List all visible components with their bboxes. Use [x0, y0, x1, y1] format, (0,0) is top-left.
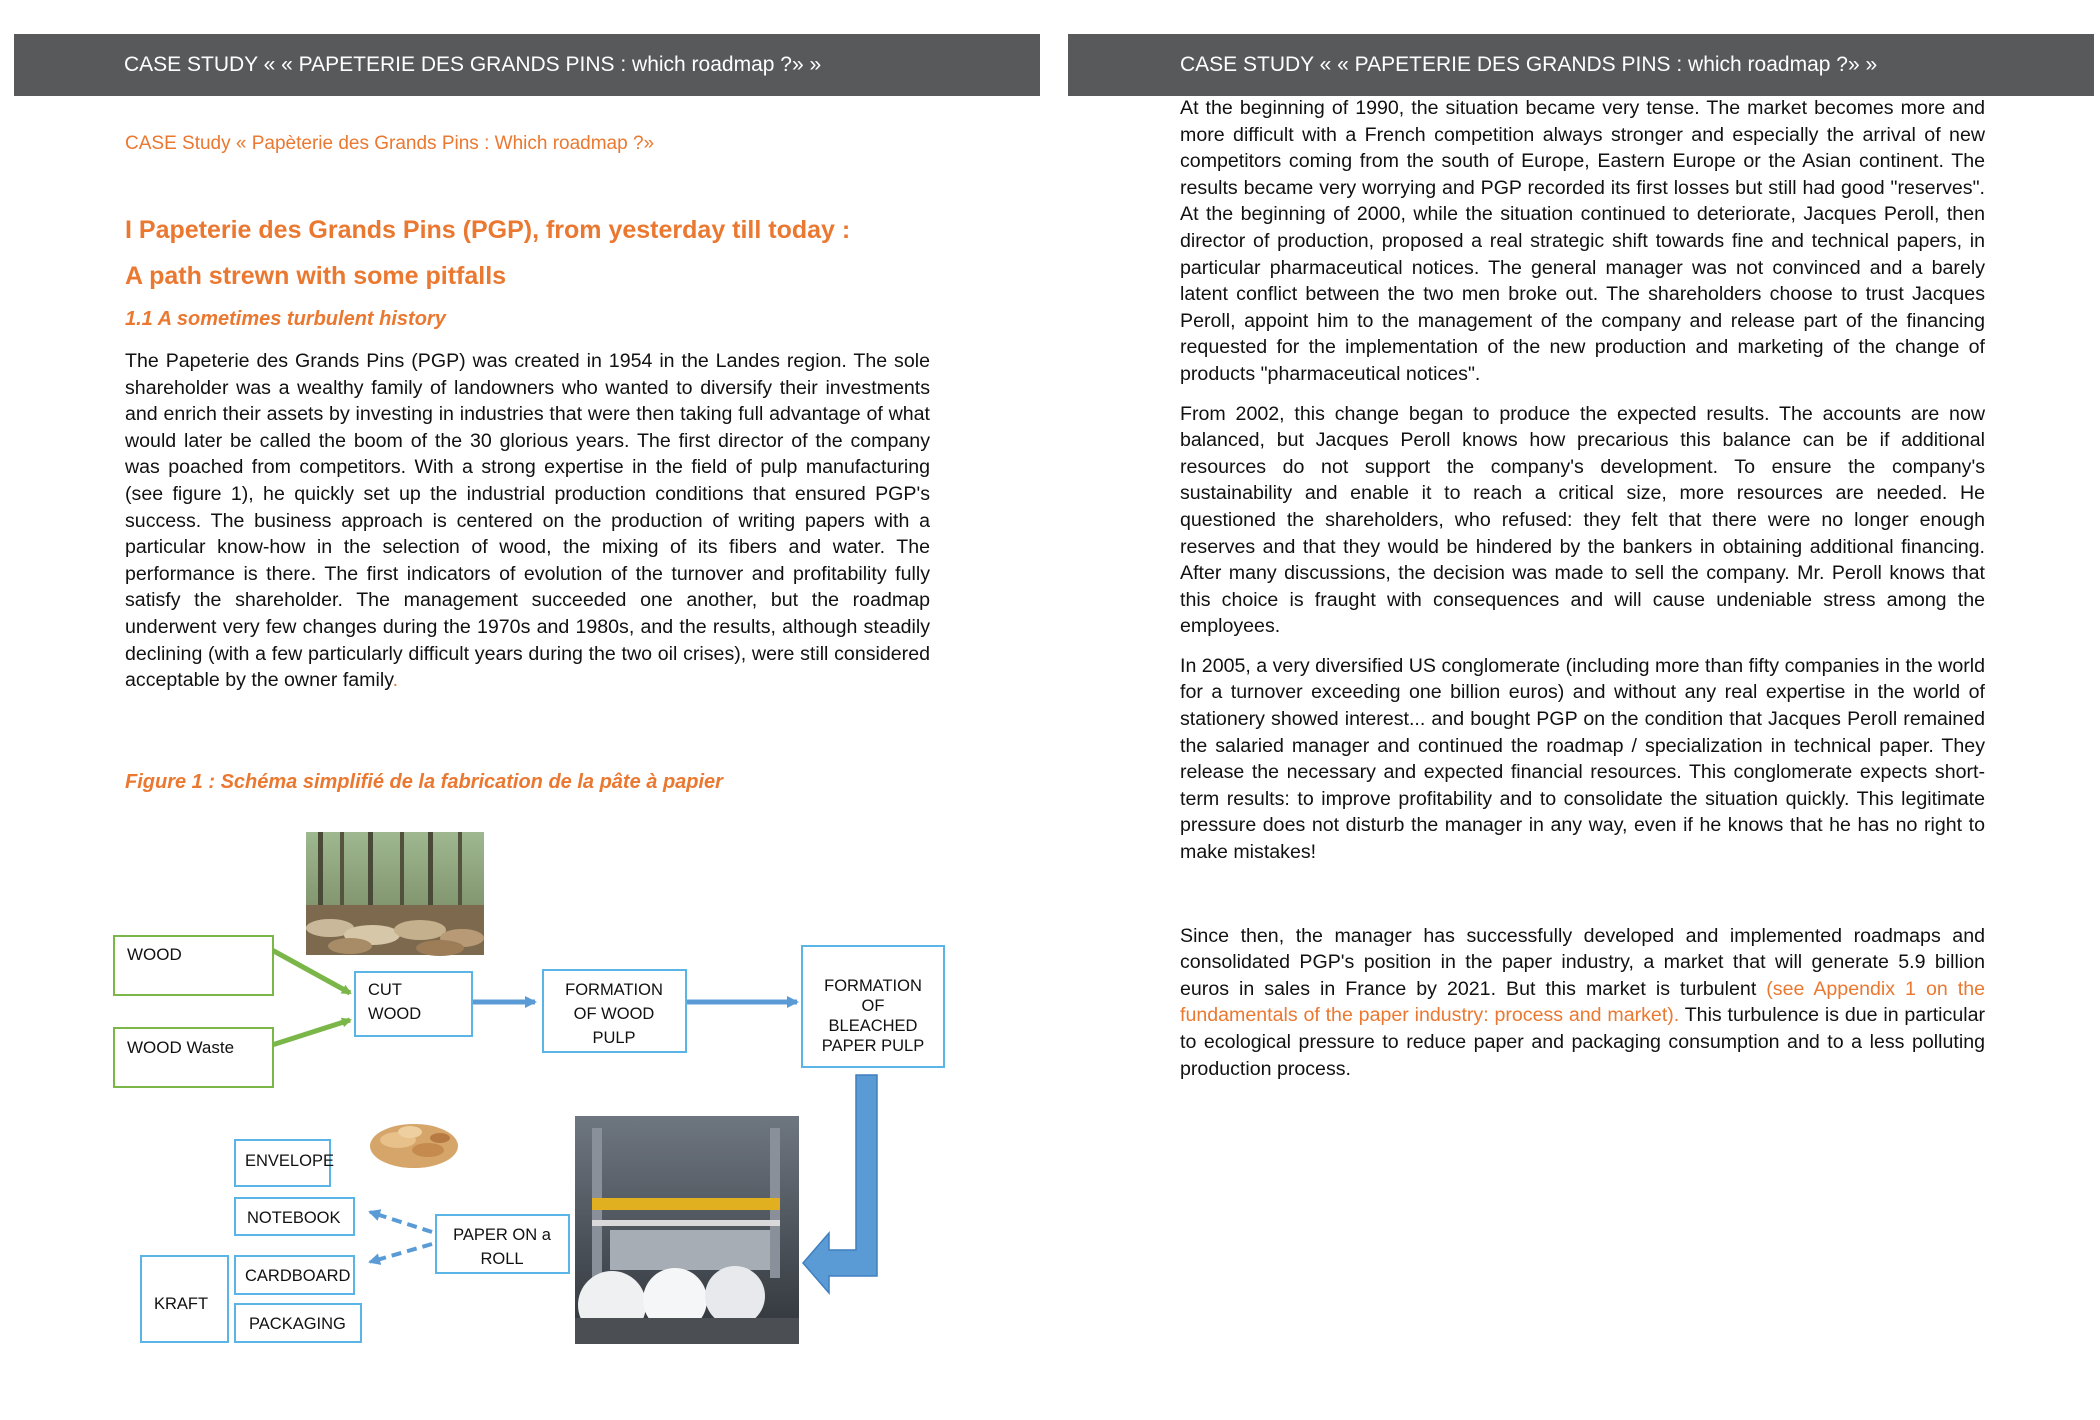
paragraph-since-then	[1180, 923, 1985, 1083]
header-title-left: CASE STUDY « « PAPETERIE DES GRANDS PINS : which roadmap ?» »	[124, 53, 822, 76]
history-text: The Papeterie des Grands Pins (PGP) was created in 1954 in the Landes region. The sole shareholder was a wealthy family of landowners who wanted to diversify their investments and enrich their assets by investing in industries that were then taking full advantage of what would later be called the boom of the 30 glorious years. The first director of the company was poached from competitors. With a strong expertise in the field of pulp manufacturing (see figure 1), he quickly set up the industrial production conditions that ensured PGP's success. The business approach is centered on the production of writing papers with a particular know-how in the selection of wood, the mixing of its fibers and water. The performance is there. The first indicators of evolution of the turnover and profitability fully satisfy the shareholder. The management succeeded one another, but the roadmap underwent very few changes during the 1970s and 1980s, and the results, although steadily declining (with a few particularly difficult years during the two oil crises), were still considered acceptable by the owner family	[125, 350, 930, 692]
wood-pulp-label-line3: PULP	[592, 1029, 636, 1047]
bleached-label-line1: FORMATION	[824, 977, 922, 995]
right-page-body	[1180, 95, 1985, 1095]
cut-wood-box	[355, 972, 472, 1036]
appendix-link[interactable]: (see Appendix 1 on the fundamentals of the paper industry: process and market).	[1180, 977, 1985, 1027]
envelope-label: ENVELOPE	[245, 1152, 334, 1170]
paragraph-1990: At the beginning of 1990, the situation became very tense. The market becomes more and more difficult with a French competition always stronger and especially the arrival of new competitors coming from the south of Europe, Eastern Europe or the Asian continent. The results became very worrying and PGP recorded its first losses but still had good "reserves". At the beginning of 2000, while the situation continued to deteriorate, Jacques Peroll, then director of production, proposed a real strategic shift towards fine and technical papers, in particular pharmaceutical notices. The general manager was not convinced and a barely latent conflict between the two men broke out. The shareholders choose to trust Jacques Peroll, appoint him to the management of the company and release part of the financing requested for the implementation of the new production and marketing of the change of products "pharmaceutical notices".	[1180, 97, 1985, 385]
bleached-to-roll-arrow	[803, 1075, 877, 1293]
wood-pulp-label-line1: FORMATION	[565, 981, 663, 999]
since-then-text-end: This turbulence is due in particular to ecological pressure to reduce paper and packaging consumption and to a less polluting production process.	[1180, 1004, 1985, 1080]
cut-wood-label-line2: WOOD	[368, 1005, 422, 1023]
cardboard-label: CARDBOARD	[245, 1267, 351, 1285]
bleached-label-line4: PAPER PULP	[821, 1037, 925, 1055]
wood-box	[114, 936, 273, 995]
bleached-label-line3: BLEACHED	[828, 1017, 918, 1035]
page-header-right	[1068, 34, 2094, 96]
header-title-right: CASE STUDY « « PAPETERIE DES GRANDS PINS : which roadmap ?» »	[1180, 53, 1878, 76]
wood-pulp-box	[543, 970, 686, 1052]
kraft-box	[141, 1256, 228, 1342]
case-study-subtitle: CASE Study « Papèterie des Grands Pins : Which roadmap ?»	[125, 133, 655, 154]
forest-logs-photo	[306, 832, 484, 956]
since-then-text: Since then, the manager has successfully developed and implemented roadmaps and consolidated PGP's position in the paper industry, a market that will generate 5.9 billion euros in sales in France by 2021. But this market is turbulent	[1180, 924, 1985, 1000]
history-text-end: .	[392, 669, 399, 692]
chapter-subheading: A path strewn with some pitfalls	[125, 262, 507, 290]
paper-roll-box	[436, 1215, 569, 1273]
wood-waste-box	[114, 1028, 273, 1087]
wood-label: WOOD	[127, 945, 182, 964]
paper-roll-label-line2: ROLL	[480, 1250, 524, 1268]
paragraph-2002: From 2002, this change began to produce the expected results. The accounts are now balanced, but Jacques Peroll knows how precarious this balance can be if additional resources do not support the company's development. To ensure the company's sustainability and enable it to reach a critical size, more resources are needed. He questioned the shareholders, who refused: they felt that there were no longer enough reserves and that they would be hindered by the bankers in obtaining additional financing. After many discussions, the decision was made to sell the company. Mr. Peroll knows that this choice is fraught with consequences and will cause undeniable stress among the employees.	[1180, 402, 1985, 638]
paper-roll-label-line1: PAPER ON a	[453, 1226, 551, 1244]
kraft-label: KRAFT	[154, 1295, 209, 1313]
wood-chips-photo	[370, 1124, 458, 1168]
notebook-label: NOTEBOOK	[247, 1209, 341, 1227]
notebook-box	[235, 1198, 354, 1235]
wood-pulp-label-line2: OF WOOD	[573, 1005, 655, 1023]
envelope-box	[235, 1140, 334, 1186]
paper-mill-photo	[575, 1116, 799, 1344]
wood-waste-label: WOOD Waste	[127, 1038, 235, 1057]
packaging-box	[235, 1304, 361, 1342]
section-heading: 1.1 A sometimes turbulent history	[125, 308, 446, 330]
bleached-label-line2: OF	[861, 997, 885, 1015]
cut-wood-label-line1: CUT	[368, 981, 402, 999]
figure-caption: Figure 1 : Schéma simplifié de la fabrication de la pâte à papier	[125, 771, 723, 793]
paragraph-2005: In 2005, a very diversified US conglomerate (including more than fifty companies in the world for a turnover exceeding one billion euros) and without any real expertise in the world of stationery showed interest... and bought PGP on the condition that Jacques Peroll remained the salaried manager and continued the roadmap / specialization in technical paper. They release the necessary and expected financial resources. This conglomerate expects short-term results: to improve profitability and to consolidate the situation quickly. This legitimate pressure does not disturb the manager in any way, even if he knows that he has no right to make mistakes!	[1180, 654, 1985, 864]
chapter-heading: I Papeterie des Grands Pins (PGP), from yesterday till today :	[125, 216, 851, 244]
cardboard-box	[235, 1256, 354, 1294]
bleached-pulp-box	[802, 946, 944, 1067]
packaging-label: PACKAGING	[249, 1315, 346, 1333]
